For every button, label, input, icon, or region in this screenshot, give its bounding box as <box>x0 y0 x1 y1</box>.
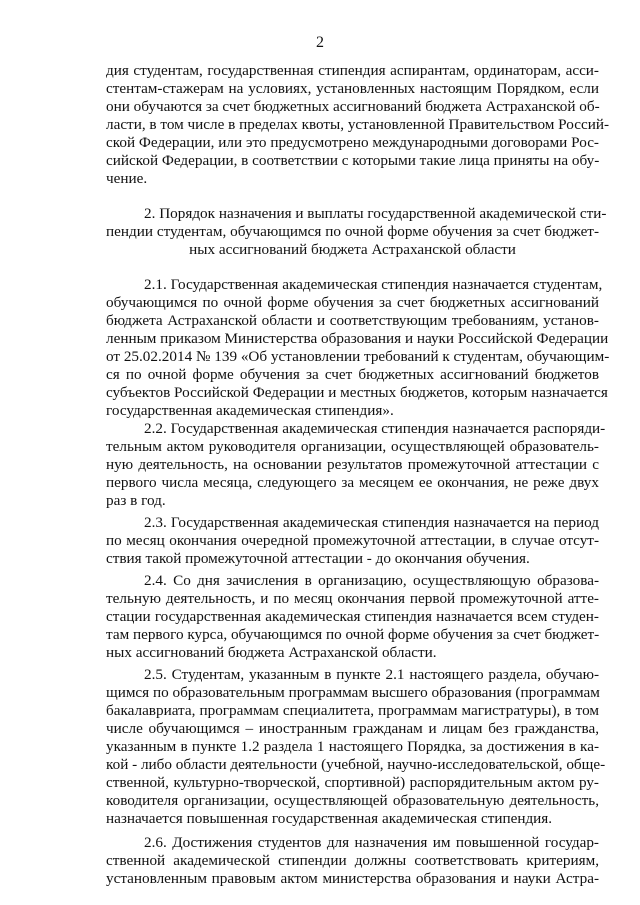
text-line: тельную деятельность, и по месяц окончания первой промежуточной атте- <box>106 590 599 607</box>
text-line: назначается повышенная государственная академическая стипендия. <box>106 810 553 827</box>
text-line: чение. <box>106 170 148 187</box>
text-line: установленным правовым актом министерства образования и науки Астра- <box>106 870 599 887</box>
text-line: они обучаются за счет бюджетных ассигнований бюджета Астраханской об- <box>106 98 600 115</box>
text-line: государственная академическая стипендия». <box>106 402 394 419</box>
text-line: ствия такой промежуточной аттестации - до окончания обучения. <box>106 550 530 567</box>
text-line: ных ассигнований бюджета Астраханской области. <box>106 644 437 661</box>
text-line: раз в год. <box>106 492 166 509</box>
text-line: по месяц окончания очередной промежуточной аттестации, в случае отсут- <box>106 532 599 549</box>
text-line: кой - либо области деятельности (учебной, научно-исследовательской, обще- <box>106 756 606 773</box>
text-line: стации государственная академическая стипендия назначается всем студен- <box>106 608 599 625</box>
text-line: ленным приказом Министерства образования и науки Российской Федерации <box>106 330 609 347</box>
text-line: 2.1. Государственная академическая стипендия назначается студентам, <box>144 276 603 293</box>
text-line: там первого курса, обучающимся по очной форме обучения за счет бюджет- <box>106 626 600 643</box>
text-line: ководителя организации, осуществляющей образовательную деятельность, <box>106 792 599 809</box>
page-number: 2 <box>316 34 324 51</box>
text-line: от 25.02.2014 № 139 «Об установлении требований к студентам, обучающим- <box>106 348 610 365</box>
text-line: 2.2. Государственная академическая стипендия назначается распоряди- <box>144 420 606 437</box>
text-line: 2.5. Студентам, указанным в пункте 2.1 настоящего раздела, обучаю- <box>144 666 599 683</box>
text-line: стентам-стажерам на условиях, установленных настоящим Порядком, если <box>106 80 599 97</box>
text-line: 2.4. Со дня зачисления в организацию, осуществляющую образова- <box>144 572 599 589</box>
heading-line: пендии студентам, обучающимся по очной форме обучения за счет бюджет- <box>106 223 599 240</box>
text-line: ственной академической стипендии должны соответствовать критериям, <box>106 852 599 869</box>
text-line: 2.6. Достижения студентов для назначения им повышенной государ- <box>144 834 599 851</box>
text-line: тельным актом руководителя организации, осуществляющей образователь- <box>106 438 599 455</box>
text-line: указанным в пункте 1.2 раздела 1 настоящего Порядка, за достижения в ка- <box>106 738 599 755</box>
text-line: числе обучающимся – иностранным гражданам и лицам без гражданства, <box>106 720 599 737</box>
text-line: субъектов Российской Федерации и местных бюджетов, которым назначается <box>106 384 608 401</box>
text-line: ся по очной форме обучения за счет бюджетных ассигнований бюджетов <box>106 366 599 383</box>
text-line: бакалавриата, программам специалитета, программам магистратуры), в том <box>106 702 599 719</box>
text-line: 2.3. Государственная академическая стипендия назначается на период <box>144 514 599 531</box>
text-line: дия студентам, государственная стипендия аспирантам, ординаторам, асси- <box>106 62 599 79</box>
heading-line: ных ассигнований бюджета Астраханской области <box>189 241 516 258</box>
text-line: первого числа месяца, следующего за месяцем ее окончания, не реже двух <box>106 474 599 491</box>
text-line: ской Федерации, или это предусмотрено международными договорами Рос- <box>106 134 599 151</box>
text-line: сийской Федерации, в соответствии с которыми такие лица приняты на обу- <box>106 152 600 169</box>
heading-line: 2. Порядок назначения и выплаты государственной академической сти- <box>144 205 607 222</box>
text-line: ласти, в том числе в пределах квоты, установленной Правительством Россий- <box>106 116 610 133</box>
text-line: бюджета Астраханской области и соответствующим требованиям, установ- <box>106 312 599 329</box>
text-line: ственной, культурно-творческой, спортивной) распорядительным актом ру- <box>106 774 599 791</box>
text-line: обучающимся по очной форме обучения за счет бюджетных ассигнований <box>106 294 599 311</box>
text-line: ную деятельность, на основании результатов промежуточной аттестации с <box>106 456 599 473</box>
text-line: щимся по образовательным программам высшего образования (программам <box>106 684 600 701</box>
